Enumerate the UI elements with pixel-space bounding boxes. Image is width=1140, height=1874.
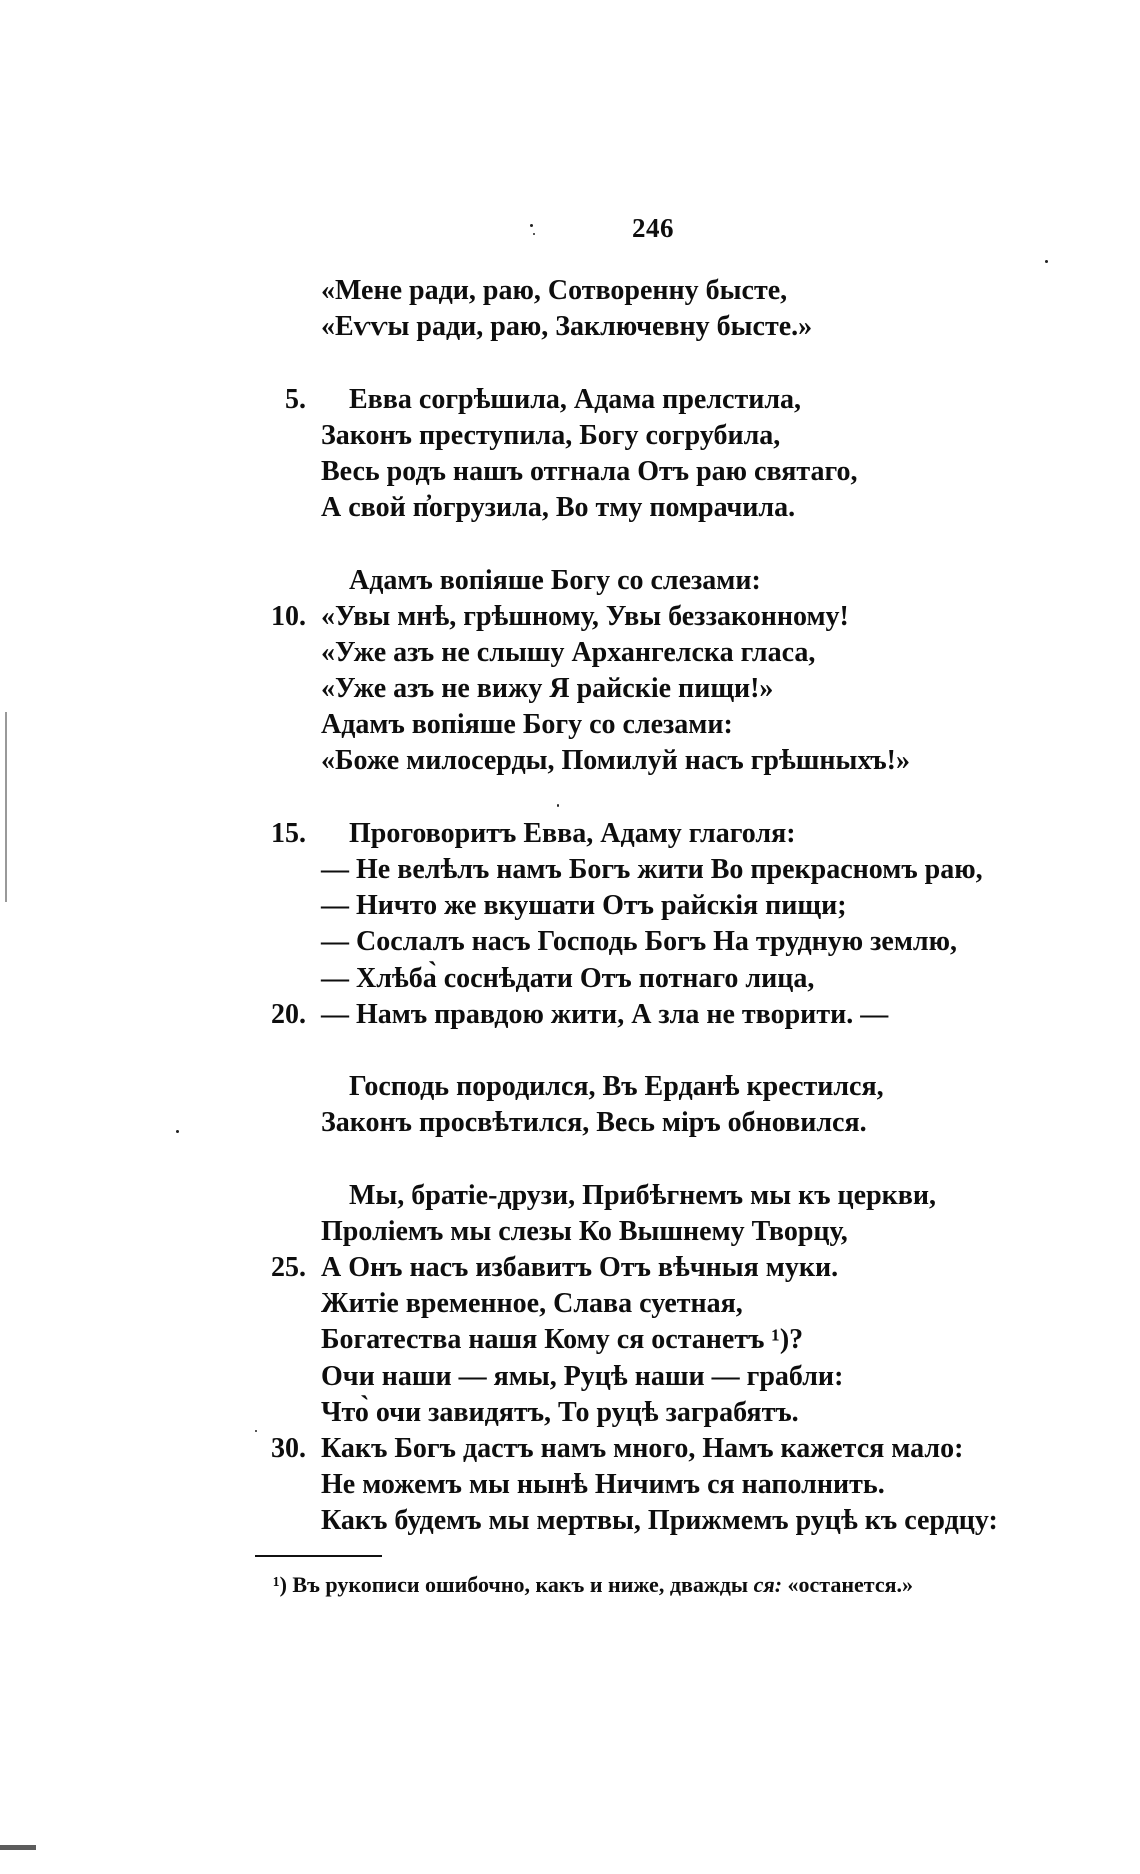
verse-text: Законъ просвѣтился, Весь міръ обновился. — [321, 1107, 867, 1139]
stanza — [0, 273, 1140, 345]
verse-line — [0, 1395, 1140, 1431]
verse-text: Проговоритъ Евва, Адаму глаголя: — [349, 817, 796, 849]
verse-line — [0, 490, 1140, 526]
poem-text — [0, 273, 1140, 1540]
verse-line — [0, 382, 1140, 418]
verse-text: Евва согрѣшила, Адама прелстила, — [349, 383, 802, 415]
verse-line — [0, 1178, 1140, 1214]
scan-edge-smudge — [0, 1845, 36, 1850]
verse-text: Проліемъ мы слезы Ко Вышнему Творцу, — [321, 1215, 848, 1247]
page-number: 246 — [632, 213, 674, 243]
verse-line — [0, 671, 1140, 707]
line-number: 5. — [285, 383, 306, 415]
verse-text: — Не велѣлъ намъ Богъ жити Во прекрасномъ раю, — [321, 854, 983, 885]
verse-text: А свой п̓огрузила, Во тму помрачила. — [321, 492, 796, 524]
verse-line — [0, 1214, 1140, 1250]
verse-text: — Ничто же вкушати Отъ райскія пищи; — [321, 890, 847, 922]
verse-line — [0, 418, 1140, 454]
stanza — [0, 563, 1140, 780]
footnote-marker: ¹) — [273, 1572, 287, 1597]
verse-line — [0, 309, 1140, 345]
verse-line — [0, 888, 1140, 924]
footnote-rule — [255, 1555, 382, 1557]
verse-line — [0, 1359, 1140, 1395]
footnote-quote: «останется.» — [787, 1572, 914, 1597]
verse-text: «Боже милосерды, Помилуй насъ грѣшныхъ!» — [321, 745, 910, 777]
verse-text: Мы, братіе-друзи, Прибѣгнемъ мы къ церкви, — [349, 1179, 937, 1211]
line-number: 15. — [271, 817, 306, 849]
verse-text: Что̀ очи завидятъ, То руцѣ заграбятъ. — [321, 1396, 799, 1428]
verse-text: Весь родъ нашъ отгнала Отъ раю святаго, — [321, 455, 858, 487]
verse-text: Богатества нашя Кому ся останетъ ¹)? — [321, 1324, 804, 1356]
verse-text: — Сослалъ насъ Господь Богъ На трудную землю, — [321, 926, 958, 958]
stanza — [0, 816, 1140, 1033]
verse-line — [0, 1250, 1140, 1286]
verse-line — [0, 599, 1140, 635]
verse-text: Какъ будемъ мы мертвы, Прижмемъ руцѣ къ сердцу: — [321, 1505, 998, 1537]
verse-line — [0, 1431, 1140, 1467]
verse-line — [0, 1467, 1140, 1503]
verse-line — [0, 961, 1140, 997]
verse-text: Какъ Богъ дастъ намъ много, Намъ кажется мало: — [321, 1433, 964, 1464]
verse-line — [0, 924, 1140, 960]
verse-line — [0, 1105, 1140, 1141]
verse-line — [0, 1286, 1140, 1322]
verse-line — [0, 1503, 1140, 1539]
line-number: 20. — [271, 998, 306, 1030]
verse-line — [0, 1069, 1140, 1105]
stanza — [0, 1178, 1140, 1540]
stanza — [0, 1069, 1140, 1141]
footnote-text: Въ рукописи ошибочно, какъ и ниже, дважды — [292, 1572, 749, 1597]
scan-speck — [530, 224, 533, 227]
footnote — [273, 1568, 913, 1602]
verse-line — [0, 454, 1140, 490]
verse-line — [0, 816, 1140, 852]
line-number: 25. — [271, 1252, 306, 1284]
verse-text: Законъ преступила, Богу согрубила, — [321, 419, 781, 451]
verse-line — [0, 635, 1140, 671]
verse-text: — Намъ правдою жити, А зла не творити. — — [321, 998, 889, 1030]
verse-text: «Уже азъ не слышу Архангелска гласа, — [321, 636, 816, 668]
verse-text: Господь породился, Въ Ерданѣ крестился, — [349, 1071, 884, 1103]
verse-text: Адамъ вопіяше Богу со слезами: — [349, 564, 761, 596]
verse-line — [0, 273, 1140, 309]
verse-line — [0, 743, 1140, 779]
line-number: 30. — [271, 1433, 306, 1464]
scan-speck — [1045, 260, 1048, 263]
verse-text: А Онъ насъ избавитъ Отъ вѣчныя муки. — [321, 1252, 839, 1284]
verse-line — [0, 852, 1140, 888]
verse-text: «Уже азъ не вижу Я райскіе пищи!» — [321, 673, 774, 705]
verse-line — [0, 997, 1140, 1033]
stanza — [0, 382, 1140, 527]
verse-text: Очи наши — ямы, Руцѣ наши — грабли: — [321, 1360, 844, 1392]
footnote-italic-term: ся: — [753, 1572, 783, 1597]
verse-text: «Еѵѵы ради, раю, Заключевну бысте.» — [321, 311, 813, 343]
verse-text: — Хлѣба̀ соснѣдати Отъ потнаго лица, — [321, 962, 815, 994]
verse-text: Житіе временное, Слава суетная, — [321, 1288, 743, 1320]
scan-speck — [533, 233, 535, 235]
verse-line — [0, 563, 1140, 599]
verse-line — [0, 707, 1140, 743]
verse-line — [0, 1322, 1140, 1358]
verse-text: «Увы мнѣ, грѣшному, Увы беззаконному! — [321, 600, 849, 632]
verse-text: Не можемъ мы нынѣ Ничимъ ся наполнить. — [321, 1469, 885, 1501]
verse-text: «Мене ради, раю, Сотворенну бысте, — [321, 275, 788, 306]
verse-text: Адамъ вопіяше Богу со слезами: — [321, 709, 733, 741]
line-number: 10. — [271, 600, 306, 632]
